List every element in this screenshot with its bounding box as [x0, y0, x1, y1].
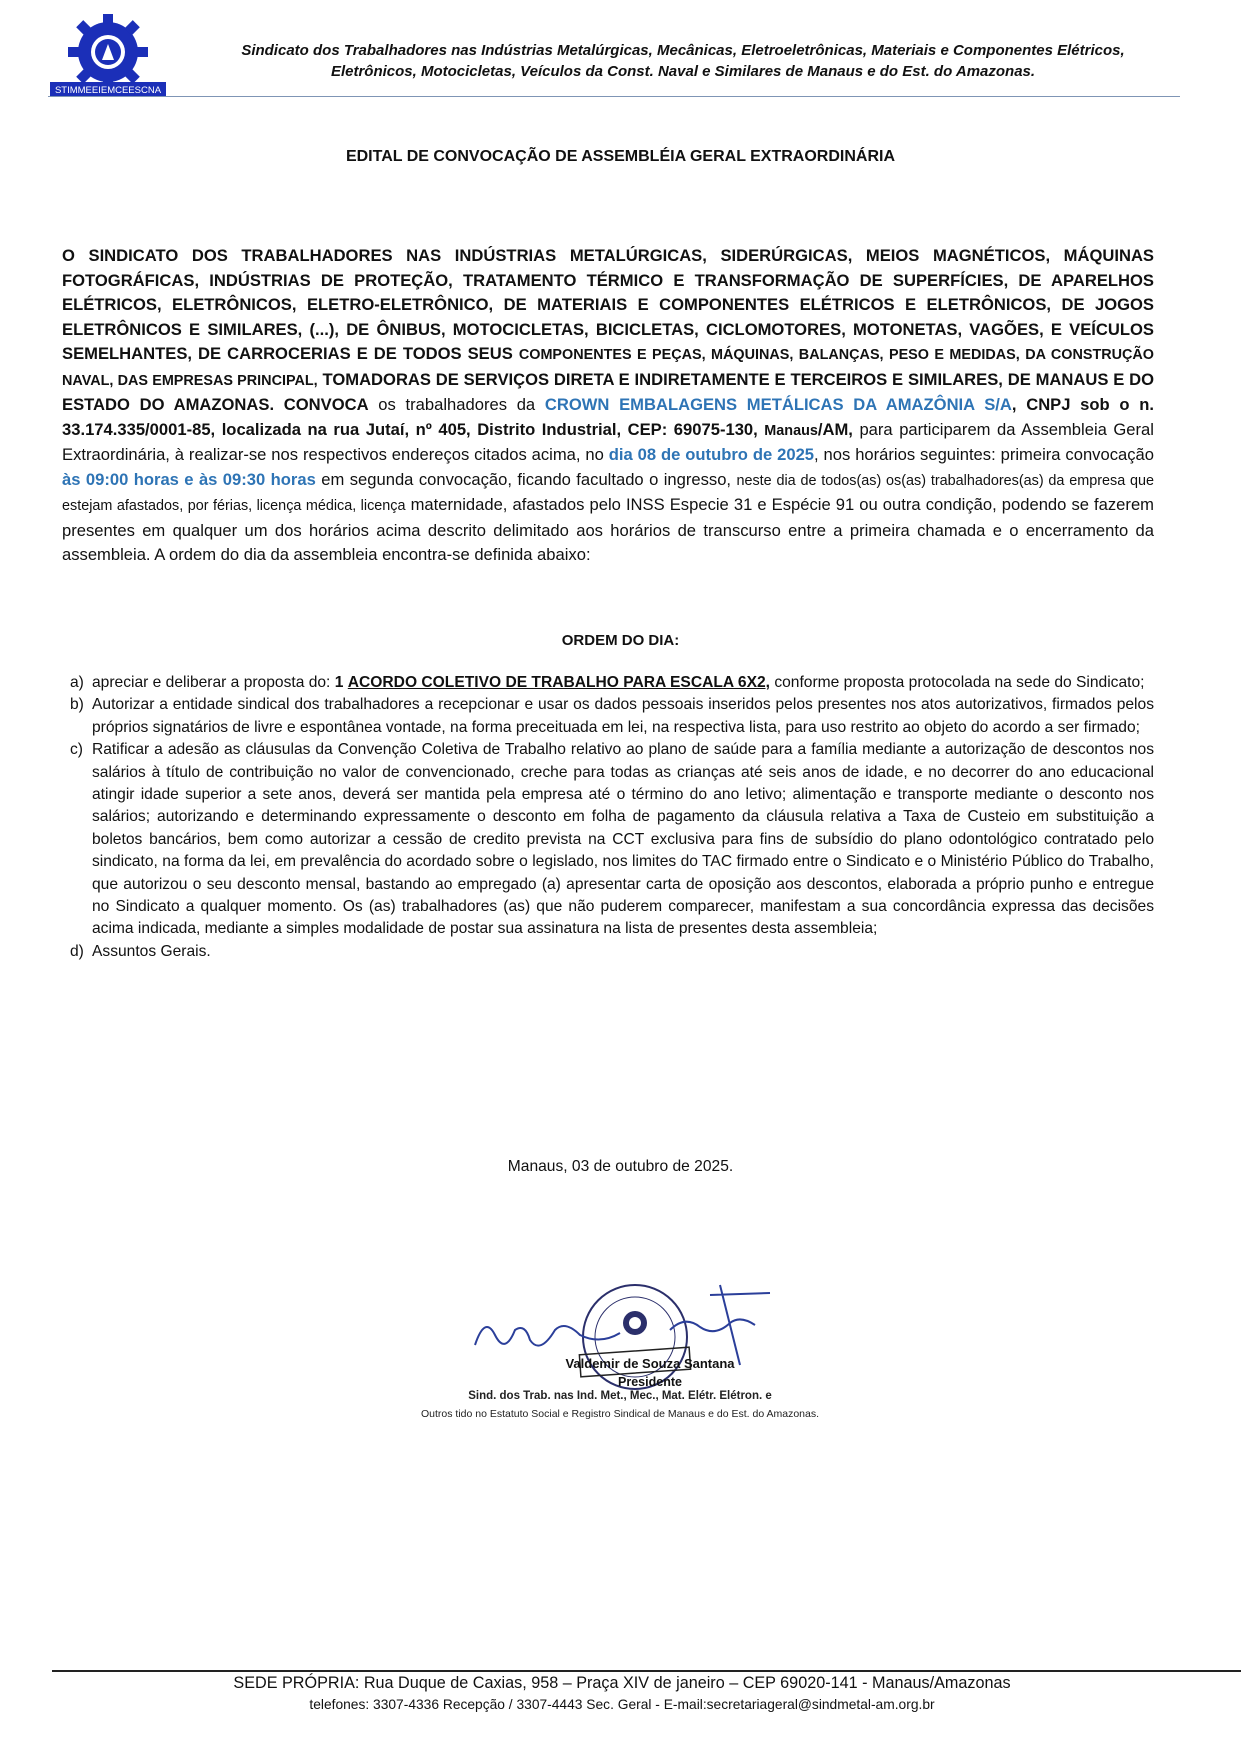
agenda-item-d-text: Assuntos Gerais.	[92, 942, 211, 960]
convocation-paragraph	[62, 244, 1154, 568]
logo-label: STIMMEEIEMCEESCNA	[54, 85, 162, 96]
agenda-item-a-agreement: ACORDO COLETIVO DE TRABALHO PARA ESCALA 6X2,	[347, 674, 770, 691]
agenda-item-a-pre: apreciar e deliberar a proposta do:	[92, 674, 331, 691]
agenda-list	[62, 672, 1154, 963]
schedule-text: , nos horários seguintes: primeira convocação	[814, 445, 1154, 464]
assembly-date: dia 08 de outubro de 2025	[608, 445, 815, 464]
agenda-marker: c)	[70, 741, 83, 759]
document-title: EDITAL DE CONVOCAÇÃO DE ASSEMBLÉIA GERAL EXTRAORDINÁRIA	[345, 148, 896, 165]
footer-contacts: telefones: 3307-4336 Recepção / 3307-4443 Sec. Geral - E-mail:secretariageral@sindmetal-am.org.br	[309, 1697, 935, 1712]
agenda-item	[62, 941, 1154, 963]
agenda-item-b-text: Autorizar a entidade sindical dos trabalhadores a recepcionar e usar os dados pessoais inseridos pelos presentes nos atos autorizativos, firmados pelos próprios signatários de livre e espontânea vontade, na forma preceituada em lei, na respectiva lista, para uso restrito ao objeto do acordo a ser firmado;	[92, 696, 1154, 736]
company-city: Manaus	[764, 422, 818, 439]
assembly-text: para participarem da Assembleia Geral Extraordinária, à realizar-se nos respectivos endereços citados acima, no	[62, 419, 1154, 464]
company-details: , CNPJ sob o n. 33.174.335/0001-85, localizada na rua Jutaí, nº 405, Distrito Industrial, CEP: 69075-130,	[62, 395, 1154, 439]
union-description-3: TOMADORAS DE SERVIÇOS DIRETA E INDIRETAMENTE E TERCEIROS E SIMILARES, DE MANAUS E DO ESTADO DO AMAZONAS. CONVOCA	[62, 369, 1154, 414]
document-date: Manaus, 03 de outubro de 2025.	[507, 1158, 734, 1175]
company-state: /AM,	[817, 419, 853, 439]
closing-text: maternidade, afastados pelo INSS Especie 31 e Espécie 91 ou outra condição, podendo se fazerem presentes em qualquer um dos horários acima descrito delimitado aos horários de transcurso entre a primeira chamada e o encerramento da assembleia. A ordem do dia da assembleia encontra-se definida abaixo:	[62, 495, 1154, 564]
union-name-line2: Eletrônicos, Motocicletas, Veículos da Const. Naval e Similares de Manaus e do Est. do Amazonas.	[330, 63, 1036, 80]
agenda-item	[62, 694, 1154, 739]
assembly-times: às 09:00 horas e às 09:30 horas	[62, 469, 316, 489]
signatory-org-line1: Sind. dos Trab. nas Ind. Met., Mec., Mat. Elétr. Elétron. e	[468, 1390, 772, 1402]
signatory-name: Valdemir de Souza Santana	[565, 1356, 735, 1371]
footer-address: SEDE PRÓPRIA: Rua Duque de Caxias, 958 – Praça XIV de janeiro – CEP 69020-141 - Manaus/Amazonas	[233, 1674, 1011, 1692]
footer-divider	[52, 1670, 1241, 1672]
agenda-item	[62, 739, 1154, 941]
header-divider	[48, 96, 1180, 97]
convoca-text: os trabalhadores da	[378, 395, 536, 414]
signatory-role: Presidente	[618, 1375, 682, 1389]
union-name	[178, 40, 1188, 82]
agenda-item-a-post: conforme proposta protocolada na sede do Sindicato;	[774, 674, 1145, 691]
agenda-marker: b)	[70, 696, 84, 714]
absent-workers-text: neste dia de todos(as) os(as) trabalhadores(as) da empresa que estejam afastados, por férias, licença médica, licença	[62, 472, 1155, 514]
second-call-text: em segunda convocação, ficando facultado o ingresso,	[321, 469, 732, 489]
agenda-item	[62, 672, 1154, 694]
agenda-title: ORDEM DO DIA:	[561, 632, 680, 649]
agenda-marker: d)	[70, 942, 84, 960]
union-description: O SINDICATO DOS TRABALHADORES NAS INDÚSTRIAS METALÚRGICAS, SIDERÚRGICAS, MEIOS MAGNÉTICOS, MÁQUINAS FOTOGRÁFICAS, INDÚSTRIAS DE PROTEÇÃO, TRATAMENTO TÉRMICO E TRANSFORMAÇÃO DE SUPERFÍCIES, DE APARELHOS ELÉTRICOS, ELETRÔNICOS, ELETRO-ELETRÔNICO, DE MATERIAIS E COMPONENTES ELÉTRICOS E ELETRÔNICOS, DE JOGOS ELETRÔNICOS E SIMILARES, (...), DE ÔNIBUS, MOTOCICLETAS, BICICLETAS, CICLOMOTORES, MOTONETAS, VAGÕES, E VEÍCULOS SEMELHANTES, DE CARROCERIAS E DE TODOS SEUS	[62, 246, 1154, 363]
union-name-line1: Sindicato dos Trabalhadores nas Indústrias Metalúrgicas, Mecânicas, Eletroeletrônicas, Materiais e Componentes Elétricos,	[241, 42, 1125, 59]
union-description-2: COMPONENTES E PEÇAS, MÁQUINAS, BALANÇAS, PESO E MEDIDAS, DA CONSTRUÇÃO NAVAL, DAS EMPRESAS PRINCIPAL,	[62, 347, 1154, 389]
agenda-item-a-number: 1	[334, 674, 344, 691]
agenda-item-c-text: Ratificar a adesão as cláusulas da Convenção Coletiva de Trabalho relativo ao plano de saúde para a família mediante a autorização de descontos nos salários à título de contribuição no valor de convencionado, creche para todas as crianças até seis anos de idade, e no decorrer do ano educacional atingir idade superior a sete anos, deverá ser mantida pela empresa até o término do ano letivo; alimentação e transporte mediante o desconto nos salários; autorizando e determinando expressamente o desconto em folha de pagamento da cláusula relativa a Taxa de Custeio em substituição a boletos bancários, bem como autorizar a cessão de credito prevista na CCT exclusiva para fins de subsídio do plano odontológico contratado pelo sindicato, na forma da lei, em prevalência do acordado sobre o legislado, nos limites do TAC firmado entre o Sindicato e o Ministério Público do Trabalho, que autorizou o seu desconto mensal, bastando ao empregado (a) apresentar carta de oposição aos descontos, elaborada a próprio punho e entregue no Sindicato a qualquer momento. Os (as) trabalhadores (as) que não puderem comparecer, manifestam a sua concordância expressa das decisões acima indicada, mediante a simples modalidade de postar sua assinatura na lista de presentes desta assembleia;	[92, 741, 1154, 938]
signatory-org-line2: Outros tido no Estatuto Social e Registro Sindical de Manaus e do Est. do Amazonas.	[420, 1408, 820, 1420]
union-gear-logo	[48, 14, 168, 100]
agenda-marker: a)	[70, 674, 84, 691]
letterhead	[48, 10, 1180, 98]
company-name: CROWN EMBALAGENS METÁLICAS DA AMAZÔNIA S/A	[544, 395, 1012, 414]
